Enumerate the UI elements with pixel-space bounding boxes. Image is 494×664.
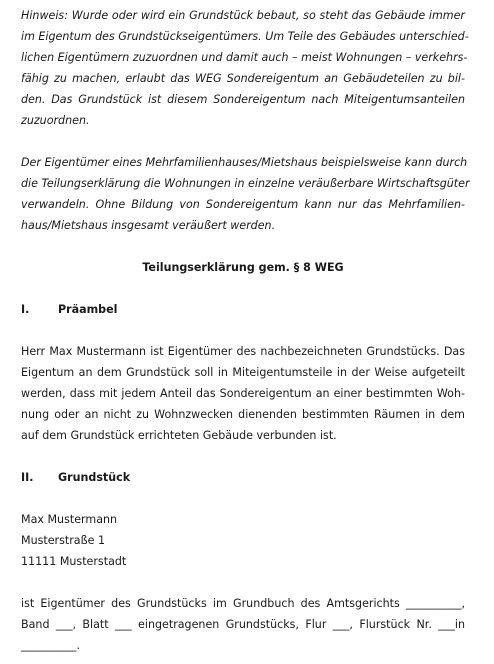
praeambel-line: nung oder an nicht zu Wohnzwecken dienenden bestimmten Räumen in dem (21, 408, 465, 421)
section-heading-praeambel (21, 299, 465, 320)
owner-name: Max Mustermann (21, 513, 118, 526)
hint-line: den. Das Grundstück ist diesem Sondereigentum nach Miteigentumsanteilen (21, 93, 465, 106)
praeambel-line: Eigentum an dem Grundstück soll in Miteigentumsteile in der Weise aufgeteilt (21, 366, 465, 379)
example-line: Der Eigentümer eines Mehrfamilienhauses/Mietshaus beispielsweise kann durch (21, 156, 468, 169)
grundstueck-line: Band ___, Blatt ___ eingetragenen Grundstücks, Flur ___, Flurstück Nr. ___in (21, 618, 465, 631)
section-title: Grundstück (58, 471, 131, 484)
example-line: haus/Mietshaus insgesamt veräußert werden. (21, 219, 276, 232)
hint-line: lichen Eigentümern zuzuordnen und damit auch – meist Wohnungen – verkehrs- (21, 51, 468, 64)
document-title: Teilungserklärung gem. § 8 WEG (142, 261, 344, 274)
owner-address (21, 509, 465, 572)
hint-line: im Eigentum des Grundstückseigentümers. Um Teile des Gebäudes unterschied- (21, 30, 469, 43)
grundstueck-line: ist Eigentümer des Grundstücks im Grundbuch des Amtsgerichts __________, (21, 597, 465, 610)
document-page (21, 5, 470, 656)
grundstueck-paragraph (21, 593, 465, 656)
praeambel-paragraph (21, 341, 465, 446)
owner-city: 11111 Musterstadt (21, 555, 127, 568)
praeambel-line: werden, dass mit jedem Anteil das Sondereigentum an einer bestimmten Woh- (21, 387, 465, 400)
example-line: verwandeln. Ohne Bildung von Sondereigentum kann nur das Mehrfamilien- (21, 198, 465, 211)
owner-street: Musterstraße 1 (21, 534, 106, 547)
section-title: Präambel (58, 303, 118, 316)
section-heading-grundstueck (21, 467, 465, 488)
praeambel-line: auf dem Grundstück errichteten Gebäude verbunden ist. (21, 429, 337, 442)
example-line: die Teilungserklärung die Wohnungen in einzelne veräußerbare Wirtschaftsgüter (21, 177, 470, 190)
hint-paragraph (21, 5, 469, 131)
praeambel-line: Herr Max Mustermann ist Eigentümer des nachbezeichneten Grundstücks. Das (21, 345, 465, 358)
example-paragraph (21, 152, 470, 236)
hint-line: zuzuordnen. (21, 114, 90, 127)
hint-line: Hinweis: Wurde oder wird ein Grundstück bebaut, so steht das Gebäude immer (21, 9, 465, 22)
grundstueck-line: __________. (21, 639, 80, 652)
section-number: I. (21, 303, 30, 316)
section-number: II. (21, 471, 34, 484)
hint-line: fähig zu machen, erlaubt das WEG Sondereigentum an Gebäudeteilen zu bil- (21, 72, 465, 85)
